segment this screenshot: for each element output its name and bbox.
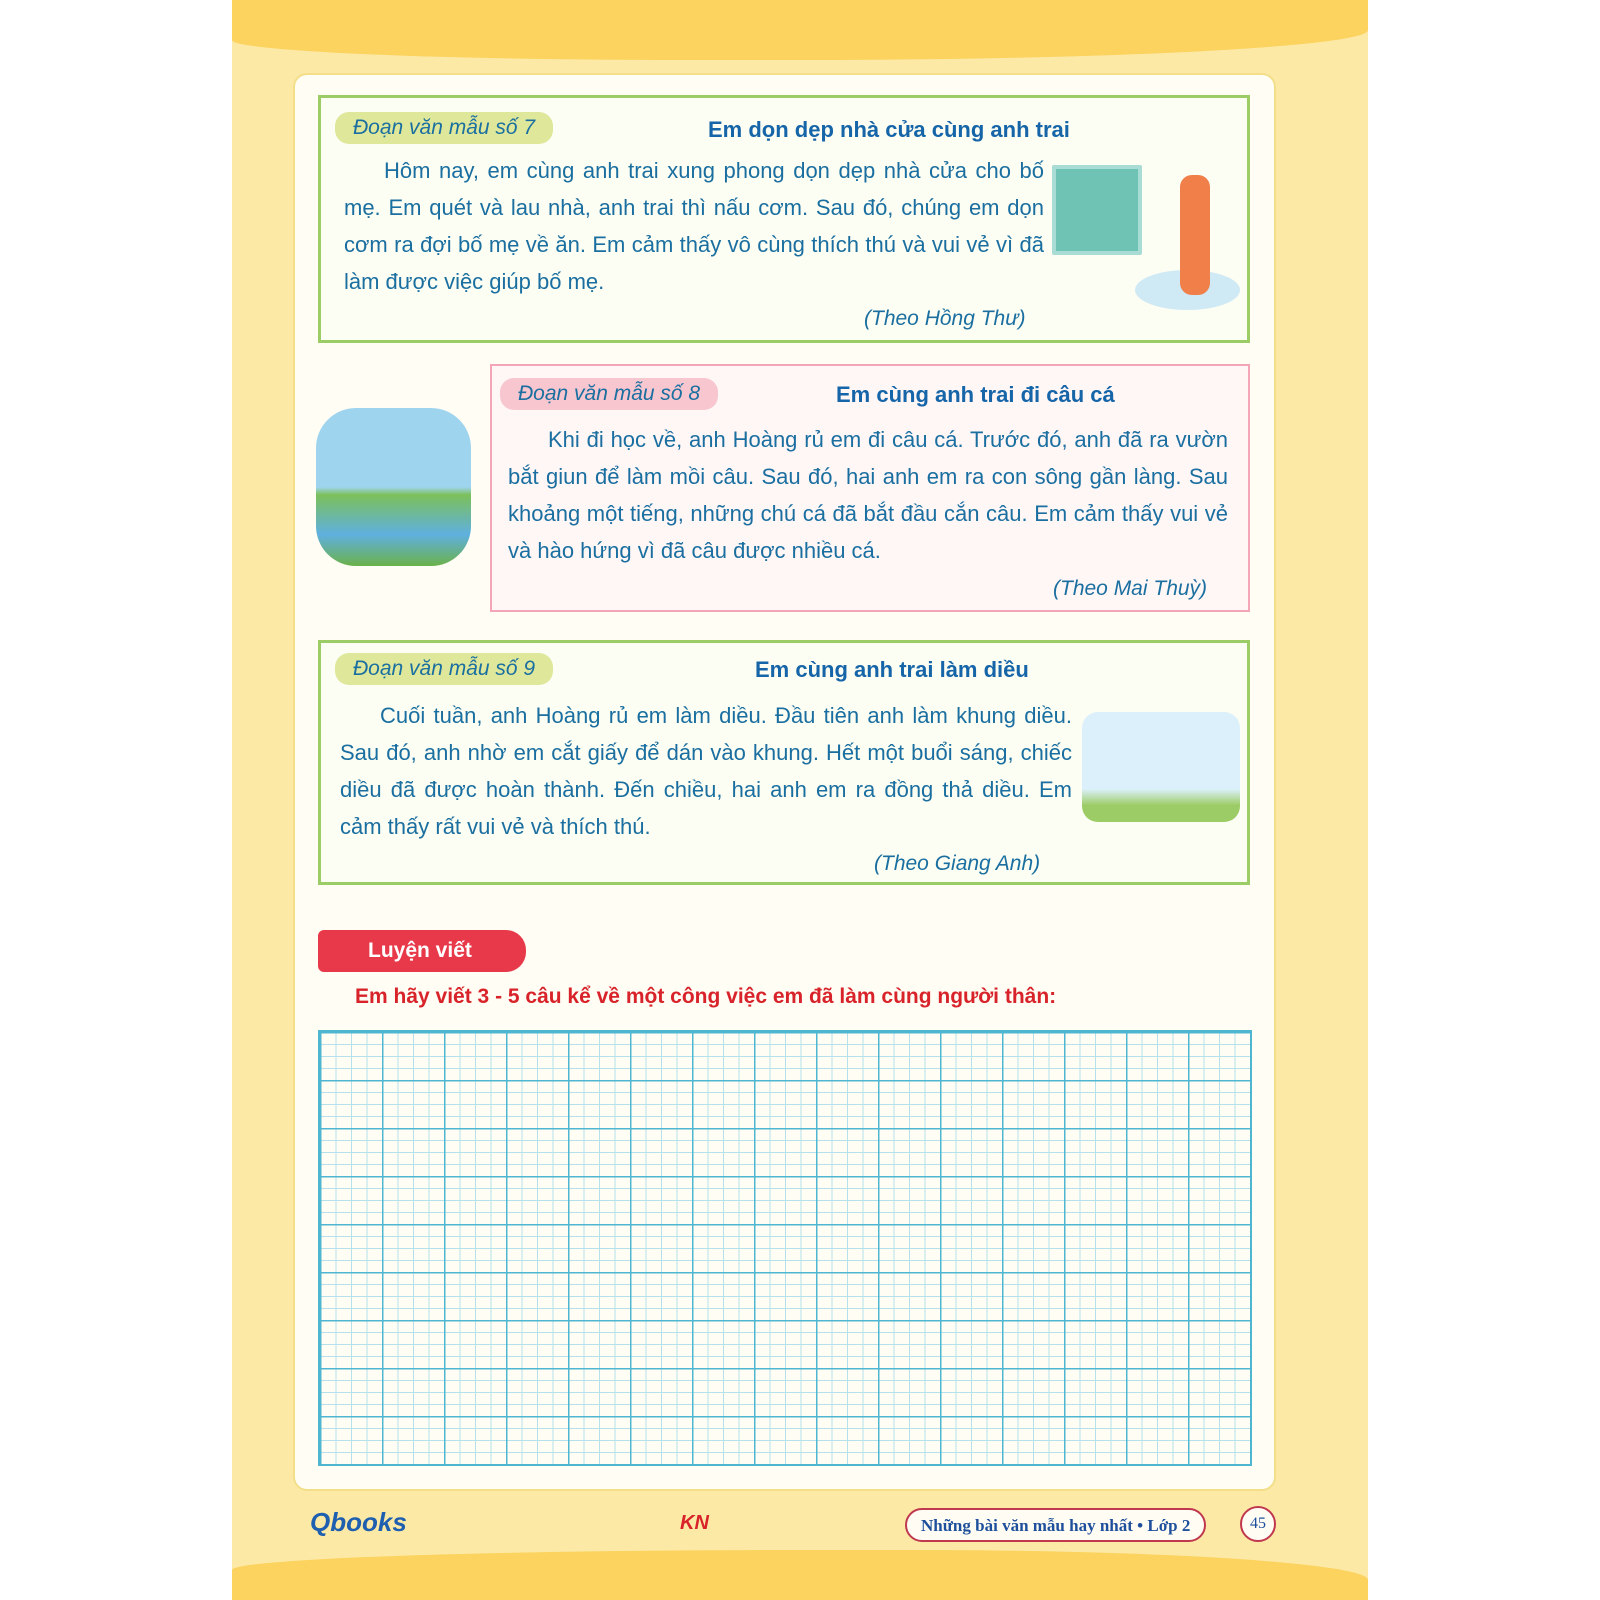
top-wave xyxy=(232,0,1368,60)
passage-8-text: Khi đi học về, anh Hoàng rủ em đi câu cá. Trước đó, anh đã ra vườn bắt giun để làm mồi câu. Sau đó, hai anh em ra con sông gần làng. Sau khoảng một tiếng, những chú cá đã bắt đầu cắn câu. Em cảm thấy vui vẻ và hào hứng vì đã câu được nhiều cá. xyxy=(508,427,1228,563)
qbooks-logo: Qbooks xyxy=(310,1507,407,1537)
illustration-fishing xyxy=(316,408,471,566)
passage-8-label: Đoạn văn mẫu số 8 xyxy=(500,378,718,410)
book-title: Những bài văn mẫu hay nhất • Lớp 2 xyxy=(905,1508,1206,1542)
practice-prompt: Em hãy viết 3 - 5 câu kể về một công việc em đã làm cùng người thân: xyxy=(355,985,1057,1008)
illustration-cleaning-window xyxy=(1052,165,1142,255)
passage-7-label: Đoạn văn mẫu số 7 xyxy=(335,112,553,144)
passage-9-title: Em cùng anh trai làm diều xyxy=(755,657,1029,682)
writing-grid[interactable] xyxy=(318,1030,1252,1466)
illustration-boy xyxy=(1180,175,1210,295)
illustration-kite xyxy=(1082,712,1240,822)
passage-9-text: Cuối tuần, anh Hoàng rủ em làm diều. Đầu tiên anh làm khung diều. Sau đó, anh nhờ em cắt giấy để dán vào khung. Hết một buổi sáng, chiếc diều đã được hoàn thành. Đến chiều, hai anh em ra đồng thả diều. Em cảm thấy rất vui vẻ và thích thú. xyxy=(340,703,1072,839)
page-number: 45 xyxy=(1240,1506,1276,1542)
passage-7-title: Em dọn dẹp nhà cửa cùng anh trai xyxy=(708,117,1070,142)
bottom-wave xyxy=(232,1550,1368,1600)
passage-9-source: (Theo Giang Anh) xyxy=(874,852,1041,875)
practice-heading: Luyện viết xyxy=(318,930,526,972)
passage-7-source: (Theo Hồng Thư) xyxy=(864,307,1026,330)
publisher-logo: KN xyxy=(680,1512,709,1534)
passage-8-title: Em cùng anh trai đi câu cá xyxy=(836,382,1115,407)
passage-9-label: Đoạn văn mẫu số 9 xyxy=(335,653,553,685)
passage-7-text: Hôm nay, em cùng anh trai xung phong dọn dẹp nhà cửa cho bố mẹ. Em quét và lau nhà, anh trai thì nấu cơm. Sau đó, chúng em dọn cơm ra đợi bố mẹ về ăn. Em cảm thấy vô cùng thích thú và vui vẻ vì đã làm được việc giúp bố mẹ. xyxy=(344,158,1044,294)
passage-8-source: (Theo Mai Thuỳ) xyxy=(1053,577,1208,600)
